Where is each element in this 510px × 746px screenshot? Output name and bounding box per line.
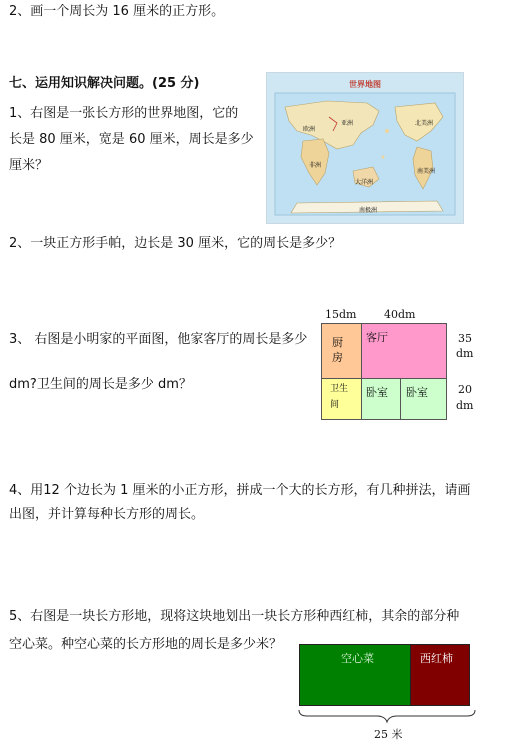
dim-right-top-unit: dm <box>456 347 474 360</box>
q3-line2: dm?卫生间的周长是多少 dm？ <box>9 377 192 392</box>
spinach-label: 空心菜 <box>341 652 374 665</box>
q4-line1: 4、用12 个边长为 1 厘米的小正方形，拼成一个大的长方形，有几种拼法，请画 <box>9 483 471 498</box>
q1-line1: 1、右图是一张长方形的世界地图，它的 <box>9 106 239 121</box>
bedroom-2 <box>401 379 446 419</box>
bedroom-2-label: 卧室 <box>406 386 428 399</box>
kitchen <box>322 324 362 379</box>
dim-top-right: 40dm <box>384 308 416 321</box>
q5-line1: 5、右图是一块长方形地，现将这块地划出一块长方形种西红柿，其余的部分种 <box>9 609 460 624</box>
q4-line2: 出图，并计算每种长方形的周长。 <box>9 507 205 522</box>
field-plot <box>299 644 470 706</box>
world-map-drawing <box>267 73 463 223</box>
dim-top-left: 15dm <box>325 308 357 321</box>
dim-right-bottom-value: 20 <box>458 383 472 396</box>
living-room <box>362 324 446 379</box>
q1-line2: 长是 80 厘米，宽是 60 厘米，周长是多少 <box>9 132 254 147</box>
living-room-label: 客厅 <box>366 331 388 344</box>
bathroom <box>322 379 362 419</box>
tomato-area <box>411 645 469 705</box>
bathroom-label-line1: 卫生 <box>330 384 349 394</box>
bathroom-label-line2: 间 <box>330 400 340 410</box>
map-label-oceania: 大洋洲 <box>355 179 374 186</box>
bedroom-1-label: 卧室 <box>366 386 388 399</box>
map-label-south-america: 南美洲 <box>417 168 436 175</box>
q2-draw-square-text: 2、画一个周长为 16 厘米的正方形。 <box>9 4 225 19</box>
q5-line2: 空心菜。种空心菜的长方形地的周长是多少米？ <box>9 637 283 652</box>
map-label-europe: 欧洲 <box>303 126 316 133</box>
tomato-label: 西红柿 <box>420 652 453 665</box>
q3-line1: 3、 右图是小明家的平面图，他家客厅的周长是多少 <box>9 332 308 347</box>
q2-handkerchief-text: 2、一块正方形手帕，边长是 30 厘米，它的周长是多少？ <box>9 236 342 251</box>
map-label-africa: 非洲 <box>309 162 322 169</box>
map-title: 世界地图 <box>349 80 381 89</box>
dim-right-bottom-unit: dm <box>456 399 474 412</box>
bedroom-1 <box>362 379 401 419</box>
dim-right-top-value: 35 <box>458 332 472 345</box>
section7-heading: 七、运用知识解决问题。(25 分) <box>9 76 200 91</box>
kitchen-label-line2: 房 <box>332 351 343 364</box>
q1-line3: 厘米？ <box>9 158 49 173</box>
spinach-area <box>300 645 411 705</box>
width-label: 25 米 <box>374 728 403 741</box>
map-label-antarctica: 南极洲 <box>359 207 378 214</box>
map-label-north-america: 北美洲 <box>415 120 434 127</box>
kitchen-label-line1: 厨 <box>332 336 343 349</box>
floor-plan <box>321 323 447 420</box>
world-map-image <box>266 72 464 224</box>
width-brace <box>297 708 477 726</box>
map-label-asia: 亚洲 <box>341 120 354 127</box>
